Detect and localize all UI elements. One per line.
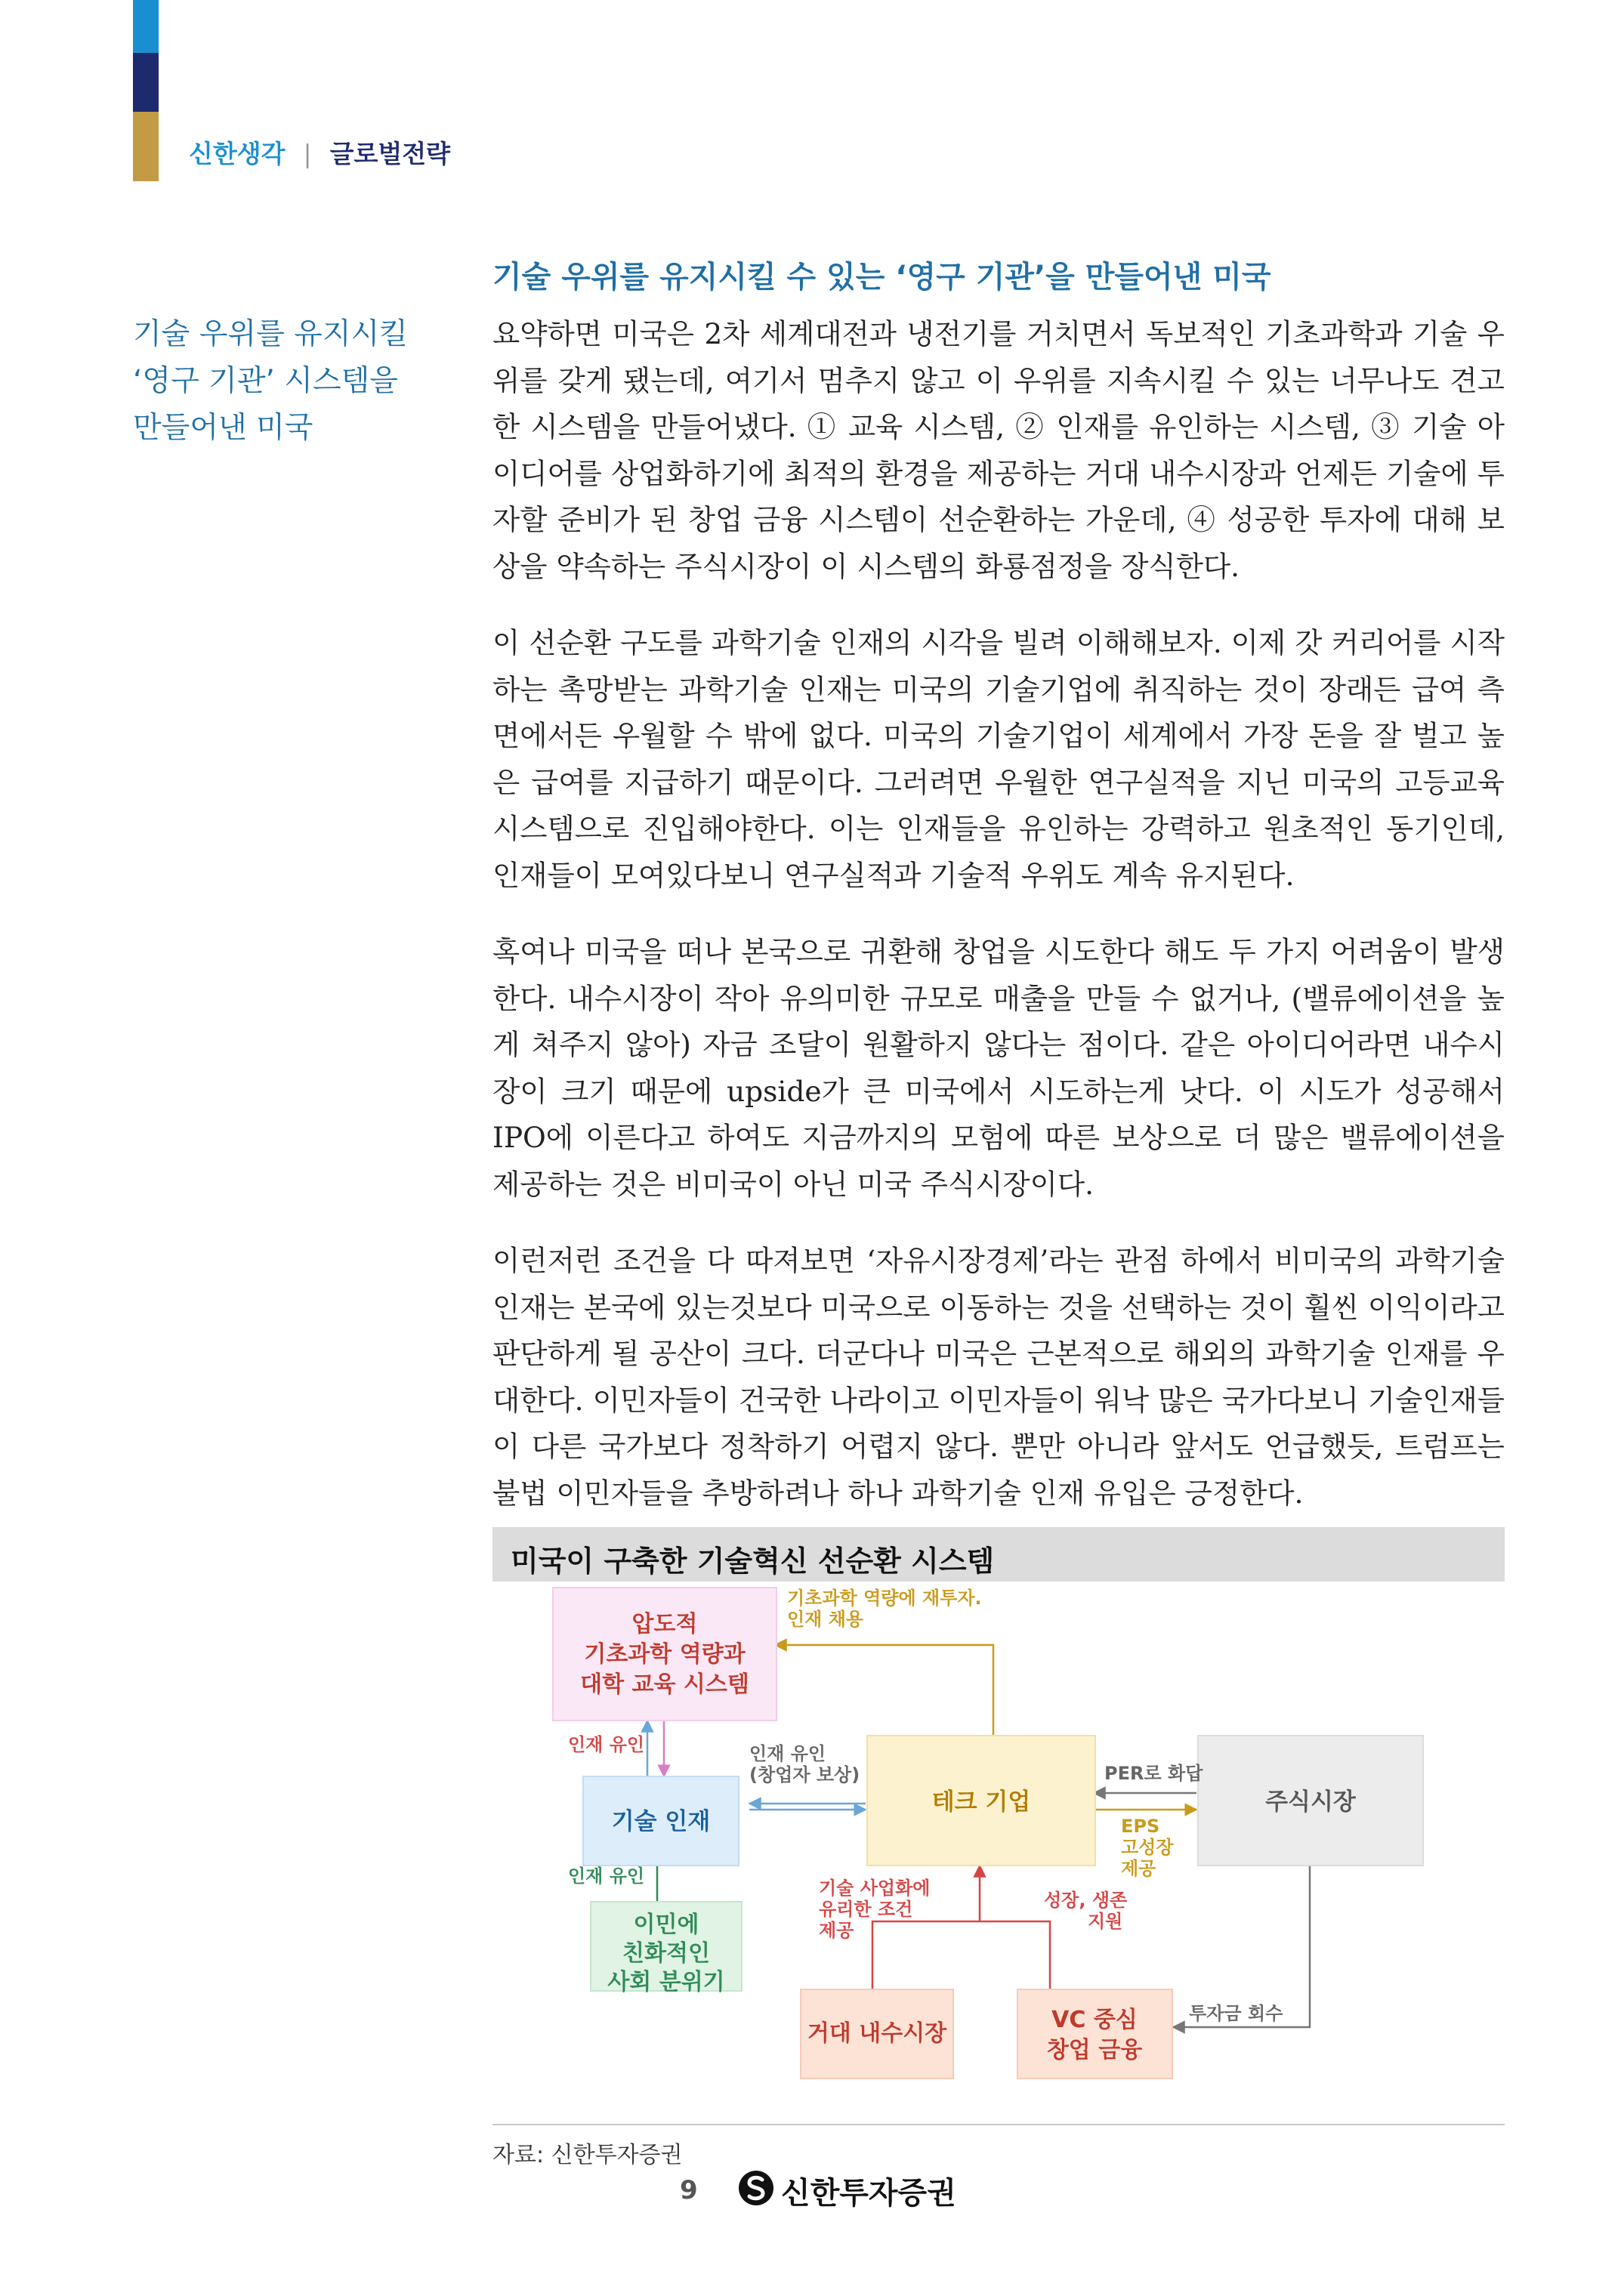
box-tech-label: 테크 기업 [931, 1788, 1031, 1816]
label-talent-tech-line1: 인재 유인 [749, 1743, 826, 1764]
header-accent-bar-blue [133, 0, 159, 53]
chart-title: 미국이 구축한 기술혁신 선순환 시스템 [511, 1545, 995, 1578]
section-title: 기술 우위를 유지시킬 수 있는 ‘영구 기관’을 만들어낸 미국 [492, 260, 1271, 295]
breadcrumb-category: 신한생각 [189, 139, 286, 168]
source-note: 자료: 신한투자증권 [492, 2142, 683, 2168]
shinhan-logo-icon [737, 2169, 775, 2207]
arrow-market-vc-to-tech [872, 1921, 1050, 1989]
label-commercial-line1: 기술 사업화에 [819, 1878, 931, 1899]
box-vc-finance [1017, 1989, 1172, 2079]
box-market-label: 거대 내수시장 [807, 2020, 947, 2047]
box-immig-line3: 사회 분위기 [607, 1969, 725, 1995]
box-edu-system [553, 1588, 776, 1721]
breadcrumb-separator: | [303, 139, 312, 168]
box-tech [867, 1736, 1095, 1866]
body-text [492, 311, 1505, 1547]
box-immig-line2: 친화적인 [622, 1940, 710, 1967]
box-edu-line2: 기초과학 역량과 [584, 1641, 746, 1668]
label-growth-line2: 지원 [1088, 1911, 1123, 1932]
label-attract-top: 인재 유인 [568, 1734, 645, 1755]
chart-divider [492, 2124, 1505, 2125]
breadcrumb-section: 글로벌전략 [329, 139, 451, 168]
label-talent-tech-line2: (창업자 보상) [749, 1764, 860, 1785]
label-attract-bottom: 인재 유인 [568, 1866, 645, 1887]
label-eps-line3: 제공 [1121, 1858, 1156, 1879]
label-per: PER로 화답 [1104, 1763, 1203, 1784]
paragraph: 요약하면 미국은 2차 세계대전과 냉전기를 거치면서 독보적인 기초과학과 기술 우위를 갖게 됐는데, 여기서 멈추지 않고 이 우위를 지속시킬 수 있는 너무나도 견고한 시스템을 만들어냈다. ① 교육 시스템, ② 인재를 유인하는 시스템, ③ 기술 아이디어를 상업화하기에 최적의 환경을 제공하는 거대 내수시장과 언제든 기술에 투자할 준비가 된 창업 금융 시스템이 선순환하는 가운데, ④ 성공한 투자에 대해 보상을 약속하는 주식시장이 이 시스템의 화룡점정을 장식한다. [492, 317, 1505, 583]
label-eps-line1: EPS [1121, 1816, 1160, 1837]
paragraph: 이 선순환 구도를 과학기술 인재의 시각을 빌려 이해해보자. 이제 갓 커리어를 시작하는 촉망받는 과학기술 인재는 미국의 기술기업에 취직하는 것이 장래든 급여 측면에서든 우월할 수 밖에 없다. 미국의 기술기업이 세계에서 가장 돈을 잘 벌고 높은 급여를 지급하기 때문이다. 그러려면 우월한 연구실적을 지닌 미국의 고등교육 시스템으로 진입해야한다. 이는 인재들을 유인하는 강력하고 원초적인 동기인데, 인재들이 모여있다보니 연구실적과 기술적 우위도 계속 유지된다. [492, 626, 1505, 892]
box-talent-label: 기술 인재 [611, 1808, 711, 1835]
header-accent-bar-gold [133, 112, 159, 181]
arrow-tech-to-edu [775, 1645, 993, 1736]
box-vc-line1: VC 중심 [1051, 2007, 1138, 2033]
paragraph: 혹여나 미국을 떠나 본국으로 귀환해 창업을 시도한다 해도 두 가지 어려움이 발생한다. 내수시장이 작아 유의미한 규모로 매출을 만들 수 없거나, (밸류에이션을 높게 쳐주지 않아) 자금 조달이 원활하지 않다는 점이다. 같은 아이디어라면 내수시장이 크기 때문에 upside가 큰 미국에서 시도하는게 낫다. 이 시도가 성공해서 IPO에 이른다고 하여도 지금까지의 모험에 따른 보상으로 더 많은 밸류에이션을 제공하는 것은 비미국이 아닌 미국 주식시장이다. [492, 935, 1505, 1201]
box-talent [583, 1776, 739, 1866]
box-immigration [591, 1902, 742, 1995]
side-note-line: 기술 우위를 유지시킬 [133, 317, 408, 351]
label-commercial-line2: 유리한 조건 [819, 1899, 913, 1920]
box-immig-line1: 이민에 [633, 1912, 699, 1938]
cycle-diagram [492, 1582, 1505, 2125]
box-stock-label: 주식시장 [1265, 1788, 1356, 1816]
side-note-line: ‘영구 기관’ 시스템을 [133, 364, 398, 398]
label-exit: 투자금 회수 [1189, 2003, 1283, 2024]
box-edu-line1: 압도적 [631, 1611, 698, 1637]
side-note-line: 만들어낸 미국 [133, 411, 313, 445]
brand-name: 신한투자증권 [781, 2176, 956, 2211]
side-note [133, 311, 450, 452]
label-reinvest-line2: 인재 채용 [787, 1609, 864, 1630]
label-growth-line1: 성장, 생존 [1044, 1890, 1128, 1911]
box-stock [1198, 1736, 1423, 1866]
label-eps-line2: 고성장 [1121, 1837, 1174, 1858]
box-vc-line2: 창업 금융 [1046, 2037, 1143, 2063]
box-edu-line3: 대학 교육 시스템 [580, 1671, 749, 1698]
label-commercial-line3: 제공 [819, 1920, 854, 1941]
page-number: 9 [680, 2175, 698, 2205]
breadcrumb [189, 134, 450, 170]
paragraph: 이런저런 조건을 다 따져보면 ‘자유시장경제’라는 관점 하에서 비미국의 과학기술 인재는 본국에 있는것보다 미국으로 이동하는 것을 선택하는 것이 훨씬 이익이라고 판단하게 될 공산이 크다. 더군다나 미국은 근본적으로 해외의 과학기술 인재를 우대한다. 이민자들이 건국한 나라이고 이민자들이 워낙 많은 국가다보니 기술인재들이 다른 국가보다 정착하기 어렵지 않다. 뿐만 아니라 앞서도 언급했듯, 트럼프는 불법 이민자들을 추방하려나 하나 과학기술 인재 유입은 긍정한다. [492, 1244, 1505, 1510]
label-reinvest-line1: 기초과학 역량에 재투자. [787, 1588, 982, 1609]
box-domestic-market [801, 1989, 953, 2079]
